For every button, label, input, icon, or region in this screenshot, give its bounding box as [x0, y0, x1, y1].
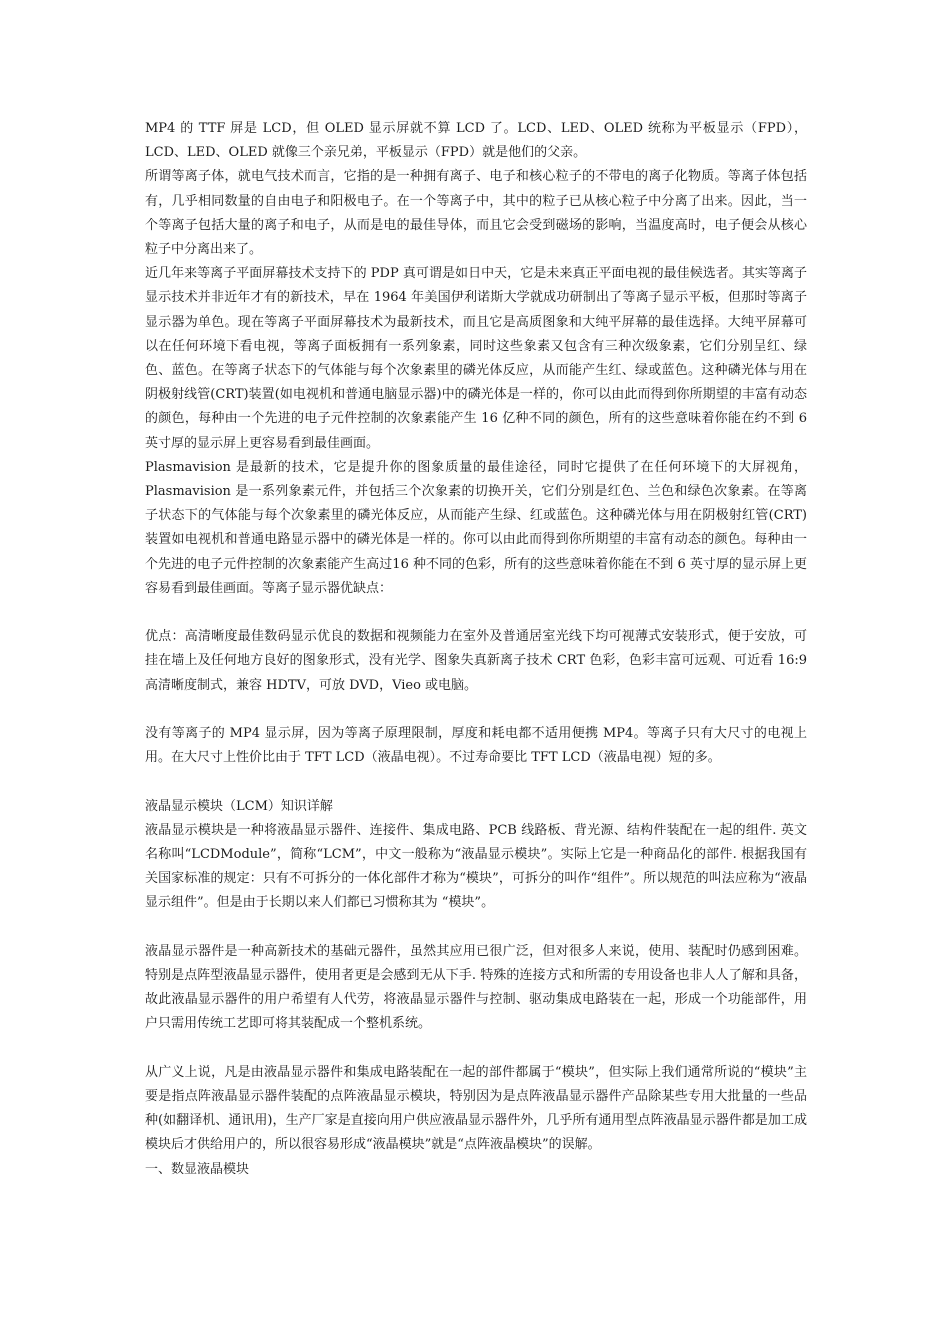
paragraph-lcd-device: 液晶显示器件是一种高新技术的基础元器件，虽然其应用已很广泛，但对很多人来说，使用、装配时仍感到困难。特别是点阵型液晶显示器件，使用者更是会感到无从下手. 特殊的连接方式和所需的专用设备也非人人了解和具备，故此液晶显示器件的用户希望有人代劳，将液晶显示器件与控制、驱动集成电路装在一起，形成一个功能部件，用户只需用传统工艺即可将其装配成一个整机系统。 — [145, 943, 807, 1032]
section-heading-digital-lcd-module: 一、数显液晶模块 — [145, 1161, 250, 1177]
section-heading-lcm: 液晶显示模块（LCM）知识详解 — [145, 798, 333, 814]
paragraph-mp4-plasma: 没有等离子的 MP4 显示屏，因为等离子原理限制，厚度和耗电都不适用便携 MP4。等离子只有大尺寸的电视上用。在大尺寸上性价比由于 TFT LCD（液晶电视）。不过寿命要比 TFT LCD（液晶电视）短的多。 — [145, 726, 807, 766]
paragraph-module-broad-sense: 从广义上说，凡是由液晶显示器件和集成电路装配在一起的部件都属于“模块”，但实际上我们通常所说的“模块”主要是指点阵液晶显示器件装配的点阵液晶显示模块，特别因为是点阵液晶显示器件产品除某些专用大批量的一些品种(如翻译机、通讯用)，生产厂家是直接向用户供应液晶显示器件外，几乎所有通用型点阵液晶显示器件都是加工成模块后才供给用户的，所以很容易形成“液晶模块”就是“点阵液晶模块”的误解。 — [145, 1064, 807, 1153]
paragraph-fpd-intro: MP4 的 TTF 屏是 LCD，但 OLED 显示屏就不算 LCD 了。LCD、LED、OLED 统称为平板显示（FPD），LCD、LED、OLED 就像三个亲兄弟，平板显示（FPD）就是他们的父亲。 — [145, 121, 807, 161]
paragraph-plasmavision: Plasmavision 是最新的技术，它是提升你的图象质量的最佳途径，同时它提供了在任何环境下的大屏视角，Plasmavision 是一系列象素元件，并包括三个次象素的切换开关，它们分别是红色、兰色和绿色次象素。在等离子状态下的气体能与每个次象素里的磷光体反应，从而能产生绿、红或蓝色。这种磷光体与用在阴极射红管(CRT)装置如电视机和普通电路显示器中的磷光体是一样的。你可以由此而得到你所期望的丰富有动态的颜色。每种由一个先进的电子元件控制的次象素能产生高过16 种不同的色彩，所有的这些意味着你能在不到 6 英寸厚的显示屏上更容易看到最佳画面。等离子显示器优缺点： — [145, 459, 807, 596]
paragraph-lcm-definition: 液晶显示模块是一种将液晶显示器件、连接件、集成电路、PCB 线路板、背光源、结构件装配在一起的组件. 英文名称叫“LCDModule”，简称“LCM”，中文一般称为“液晶显示模块”。实际上它是一种商品化的部件. 根据我国有关国家标准的规定：只有不可拆分的一体化部件才称为“模块”，可拆分的叫作“组件”。所以规范的叫法应称为“液晶显示组件”。但是由于长期以来人们都已习惯称其为 “模块”。 — [145, 822, 807, 911]
document-body — [145, 117, 807, 1182]
paragraph-pdp-technology: 近几年来等离子平面屏幕技术支持下的 PDP 真可谓是如日中天，它是未来真正平面电视的最佳候选者。其实等离子显示技术并非近年才有的新技术，早在 1964 年美国伊利诺斯大学就成功研制出了等离子显示平板，但那时等离子显示器为单色。现在等离子平面屏幕技术为最新技术，而且它是高质图象和大纯平屏幕的最佳选择。大纯平屏幕可以在任何环境下看电视，等离子面板拥有一系列象素，同时这些象素又包含有三种次级象素，它们分别呈红、绿色、蓝色。在等离子状态下的气体能与每个次象素里的磷光体反应，从而能产生红、绿或蓝色。这种磷光体与用在阴极射线管(CRT)装置(如电视机和普通电脑显示器)中的磷光体是一样的，你可以由此而得到你所期望的丰富有动态的颜色，每种由一个先进的电子元件控制的次象素能产生 16 亿种不同的颜色，所有的这些意味着你能在约不到 6 英寸厚的显示屏上更容易看到最佳画面。 — [145, 266, 807, 451]
paragraph-plasma-definition: 所谓等离子体，就电气技术而言，它指的是一种拥有离子、电子和核心粒子的不带电的离子化物质。等离子体包括有，几乎相同数量的自由电子和阳极电子。在一个等离子中，其中的粒子已从核心粒子中分离了出来。因此，当一个等离子包括大量的离子和电子，从而是电的最佳导体，而且它会受到磁场的影响，当温度高时，电子便会从核心粒子中分离出来了。 — [145, 169, 807, 258]
paragraph-advantages: 优点：高清晰度最佳数码显示优良的数据和视频能力在室外及普通居室光线下均可视薄式安装形式，便于安放，可挂在墙上及任何地方良好的图象形式，没有光学、图象失真新离子技术 CRT 色彩，色彩丰富可远观、可近看 16:9 高清晰度制式，兼容 HDTV，可放 DVD，Vieo 或电脑。 — [145, 629, 807, 693]
